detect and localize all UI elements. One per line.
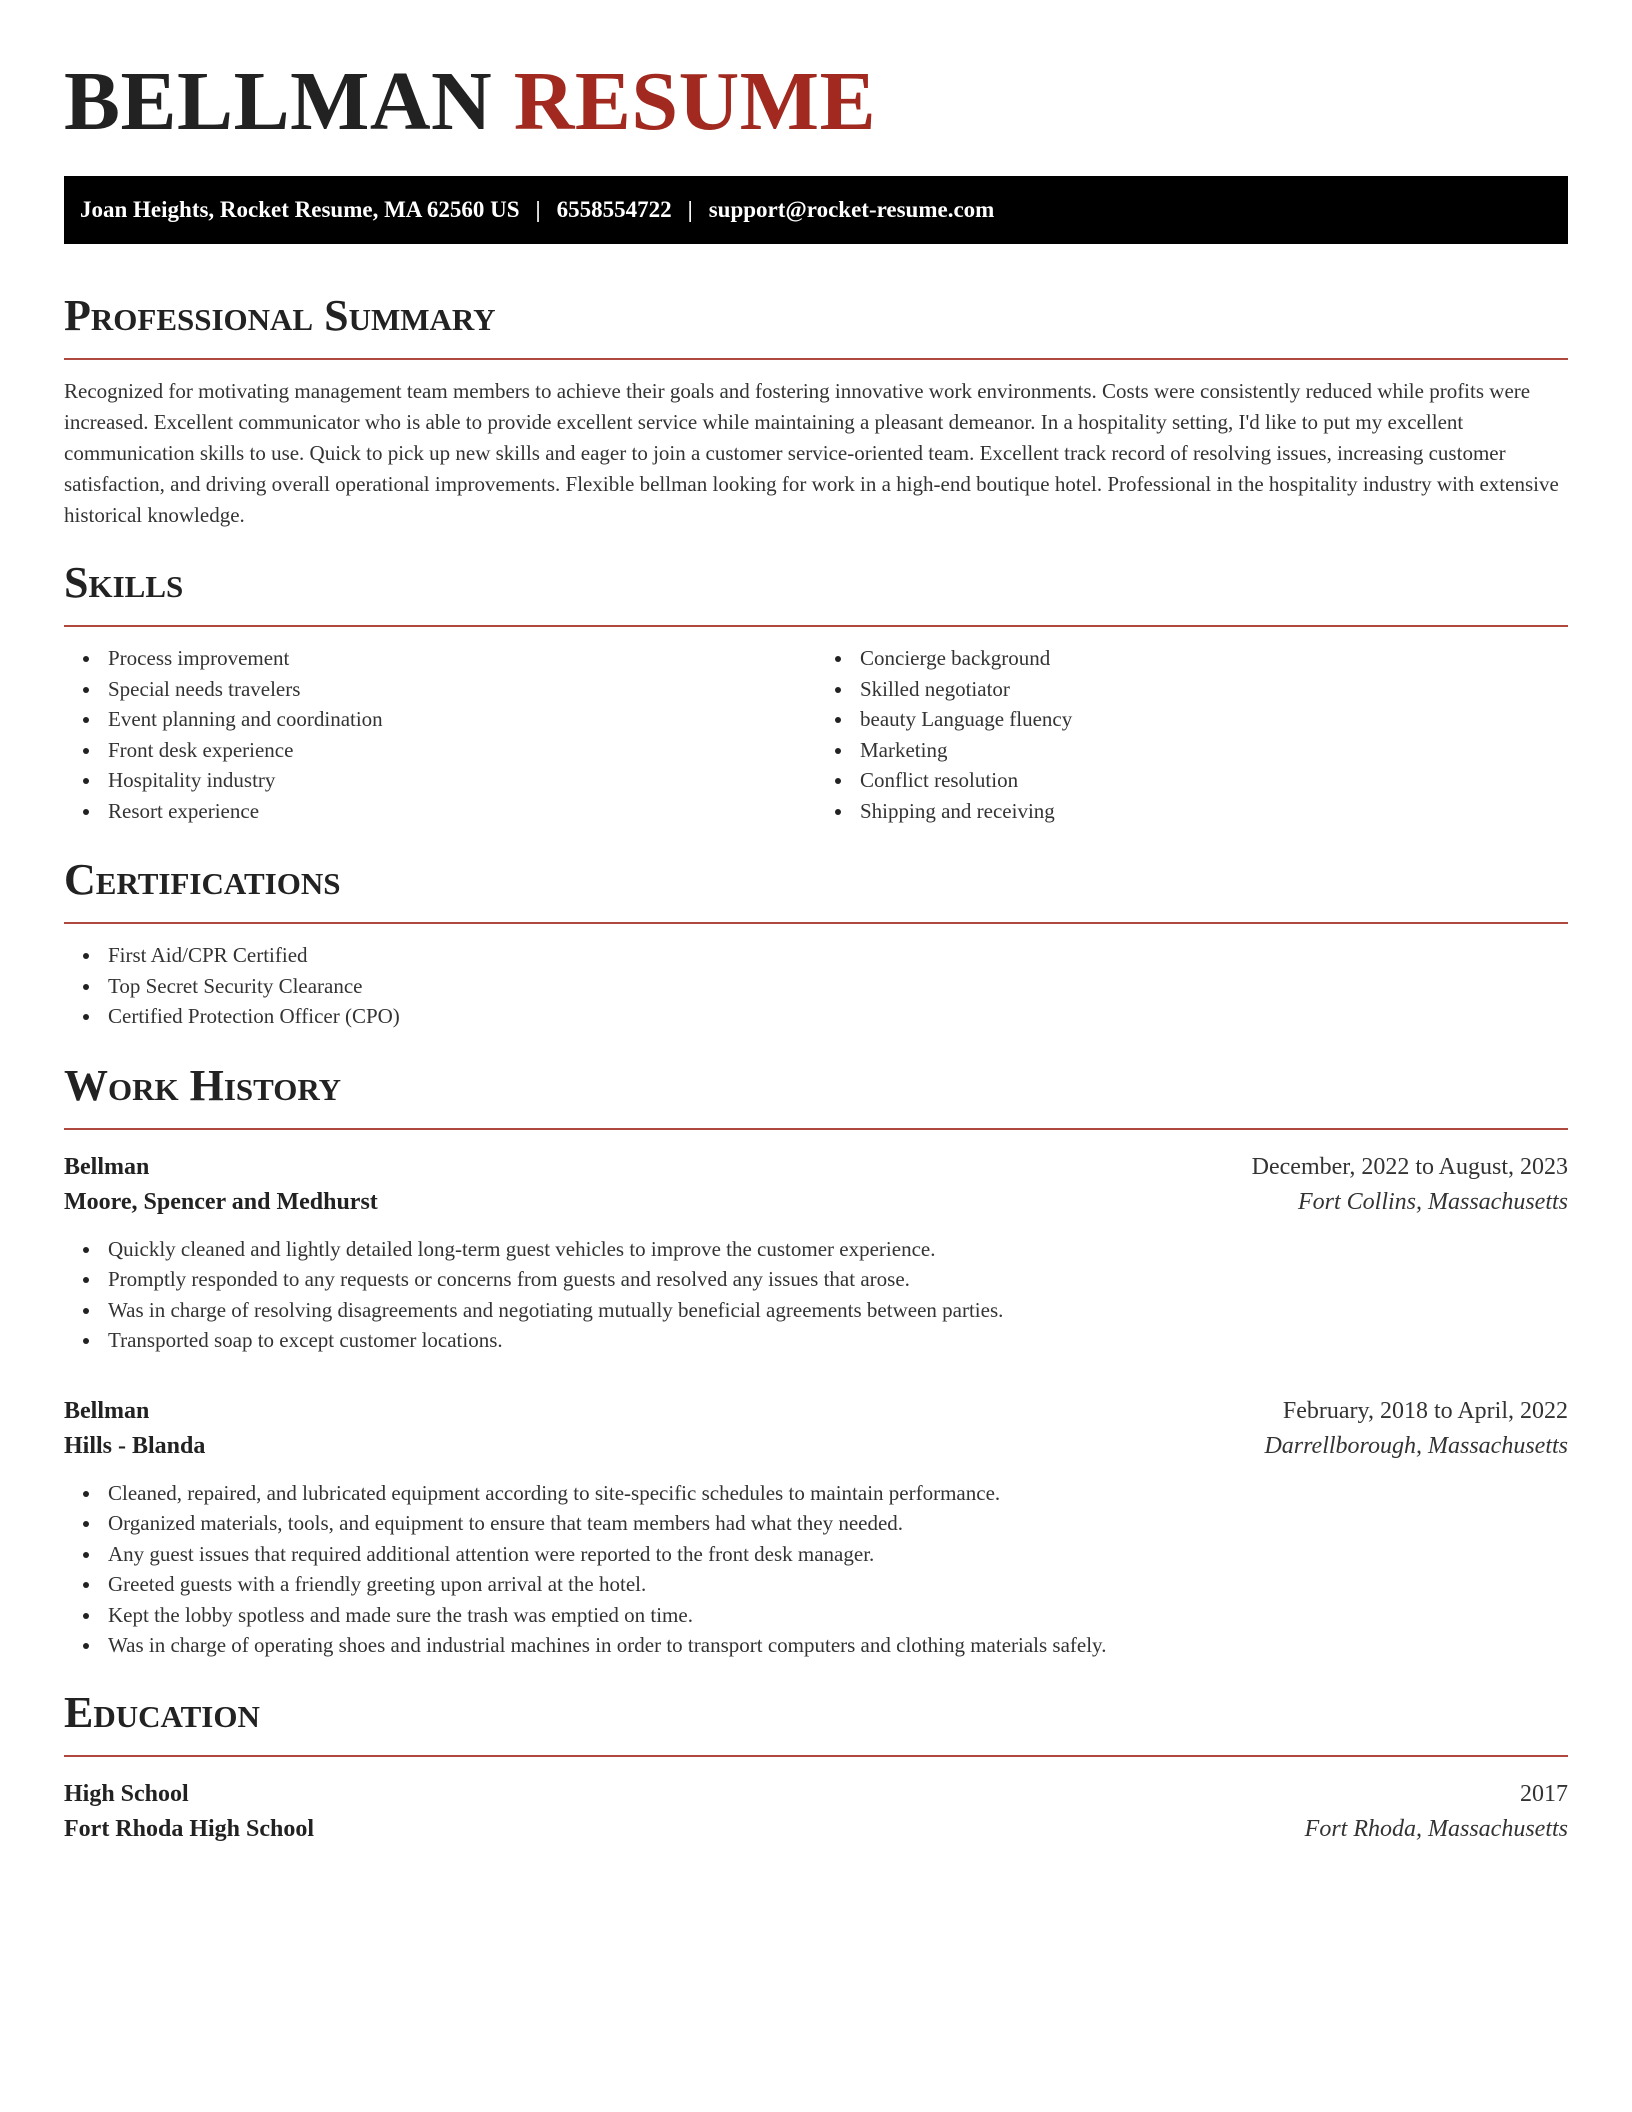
- education-location: Fort Rhoda, Massachusetts: [1304, 1815, 1568, 1842]
- job-duty-item: Kept the lobby spotless and made sure the trash was emptied on time.: [64, 1600, 1568, 1631]
- education-header-row: [64, 1777, 1568, 1812]
- job-duty-item: Was in charge of resolving disagreements and negotiating mutually beneficial agreements between parties.: [64, 1295, 1568, 1326]
- education-entry: [64, 1777, 1568, 1847]
- contact-separator: |: [687, 197, 693, 222]
- job-duty-item: Greeted guests with a friendly greeting upon arrival at the hotel.: [64, 1569, 1568, 1600]
- contact-address: Joan Heights, Rocket Resume, MA 62560 US: [80, 197, 520, 222]
- certification-item: Top Secret Security Clearance: [64, 971, 1568, 1002]
- education-degree: High School: [64, 1780, 189, 1807]
- skills-section: [64, 555, 1568, 826]
- work-history-section: [64, 1058, 1568, 1661]
- title-name: BELLMAN: [64, 55, 493, 148]
- job-duty-item: Cleaned, repaired, and lubricated equipment according to site-specific schedules to maintain performance.: [64, 1478, 1568, 1509]
- job-duty-item: Promptly responded to any requests or concerns from guests and resolved any issues that arose.: [64, 1264, 1568, 1295]
- job-company-row: [64, 1429, 1568, 1464]
- skills-column-left: [64, 643, 816, 826]
- job-title: Bellman: [64, 1153, 150, 1180]
- skill-item: Front desk experience: [64, 735, 816, 766]
- contact-separator: |: [535, 197, 541, 222]
- resume-title: [64, 0, 1568, 152]
- skills-list-left: [64, 643, 816, 826]
- summary-section: [64, 288, 1568, 531]
- contact-bar: [64, 176, 1568, 244]
- skill-item: Marketing: [816, 735, 1568, 766]
- summary-text: Recognized for motivating management team members to achieve their goals and fostering innovative work environments. Costs were consistently reduced while profits were increased. Excellent communicator who is able to provide excellent service while maintaining a pleasant demeanor. In a hospitality setting, I'd like to put my excellent communication skills to use. Quick to pick up new skills and eager to join a customer service-oriented team. Excellent track record of resolving issues, increasing customer satisfaction, and driving overall operational improvements. Flexible bellman looking for work in a high-end boutique hotel. Professional in the hospitality industry with extensive historical knowledge.: [64, 379, 1559, 527]
- education-year: 2017: [1520, 1780, 1568, 1807]
- section-divider: [64, 625, 1568, 627]
- work-history-heading: Work History: [64, 1060, 342, 1110]
- job-duty-item: Was in charge of operating shoes and industrial machines in order to transport computers and clothing materials safely.: [64, 1630, 1568, 1661]
- skill-item: Special needs travelers: [64, 674, 816, 705]
- education-school-row: [64, 1812, 1568, 1847]
- contact-email: support@rocket-resume.com: [708, 197, 995, 222]
- job-entry: [64, 1394, 1568, 1661]
- skill-item: Skilled negotiator: [816, 674, 1568, 705]
- job-location: Fort Collins, Massachusetts: [1297, 1188, 1568, 1215]
- education-school: Fort Rhoda High School: [64, 1815, 315, 1842]
- certification-item: First Aid/CPR Certified: [64, 940, 1568, 971]
- certifications-section: [64, 852, 1568, 1032]
- education-section: [64, 1685, 1568, 1847]
- job-dates: February, 2018 to April, 2022: [1282, 1397, 1568, 1424]
- skill-item: Resort experience: [64, 796, 816, 827]
- skill-item: Hospitality industry: [64, 765, 816, 796]
- job-location: Darrellborough, Massachusetts: [1264, 1432, 1568, 1459]
- skill-item: Conflict resolution: [816, 765, 1568, 796]
- job-duty-item: Any guest issues that required additional attention were reported to the front desk manager.: [64, 1539, 1568, 1570]
- job-duty-item: Organized materials, tools, and equipment to ensure that team members had what they needed.: [64, 1508, 1568, 1539]
- skill-item: Process improvement: [64, 643, 816, 674]
- section-divider: [64, 1128, 1568, 1130]
- skill-item: Concierge background: [816, 643, 1568, 674]
- skills-grid: [64, 643, 1568, 826]
- job-company: Moore, Spencer and Medhurst: [64, 1188, 378, 1215]
- job-company-row: [64, 1185, 1568, 1220]
- education-heading: Education: [64, 1687, 260, 1737]
- skill-item: Shipping and receiving: [816, 796, 1568, 827]
- job-title: Bellman: [64, 1397, 150, 1424]
- job-duties-list: [64, 1478, 1568, 1661]
- job-duties-list: [64, 1234, 1568, 1356]
- certifications-list: [64, 940, 1568, 1032]
- title-resume-word: RESUME: [513, 55, 877, 148]
- section-divider: [64, 358, 1568, 360]
- job-entry: [64, 1150, 1568, 1356]
- certifications-heading: Certifications: [64, 855, 341, 904]
- job-duty-item: Transported soap to except customer locations.: [64, 1325, 1568, 1356]
- summary-heading: Professional Summary: [64, 291, 496, 340]
- skills-column-right: [816, 643, 1568, 826]
- skill-item: Event planning and coordination: [64, 704, 816, 735]
- skill-item: beauty Language fluency: [816, 704, 1568, 735]
- certification-item: Certified Protection Officer (CPO): [64, 1001, 1568, 1032]
- skills-heading: Skills: [64, 558, 184, 607]
- section-divider: [64, 922, 1568, 924]
- skills-list-right: [816, 643, 1568, 826]
- job-header-row: [64, 1394, 1568, 1429]
- contact-phone: 6558554722: [556, 197, 672, 222]
- job-company: Hills - Blanda: [64, 1432, 206, 1459]
- job-header-row: [64, 1150, 1568, 1185]
- job-dates: December, 2022 to August, 2023: [1251, 1153, 1568, 1180]
- section-divider: [64, 1755, 1568, 1757]
- job-duty-item: Quickly cleaned and lightly detailed long-term guest vehicles to improve the customer experience.: [64, 1234, 1568, 1265]
